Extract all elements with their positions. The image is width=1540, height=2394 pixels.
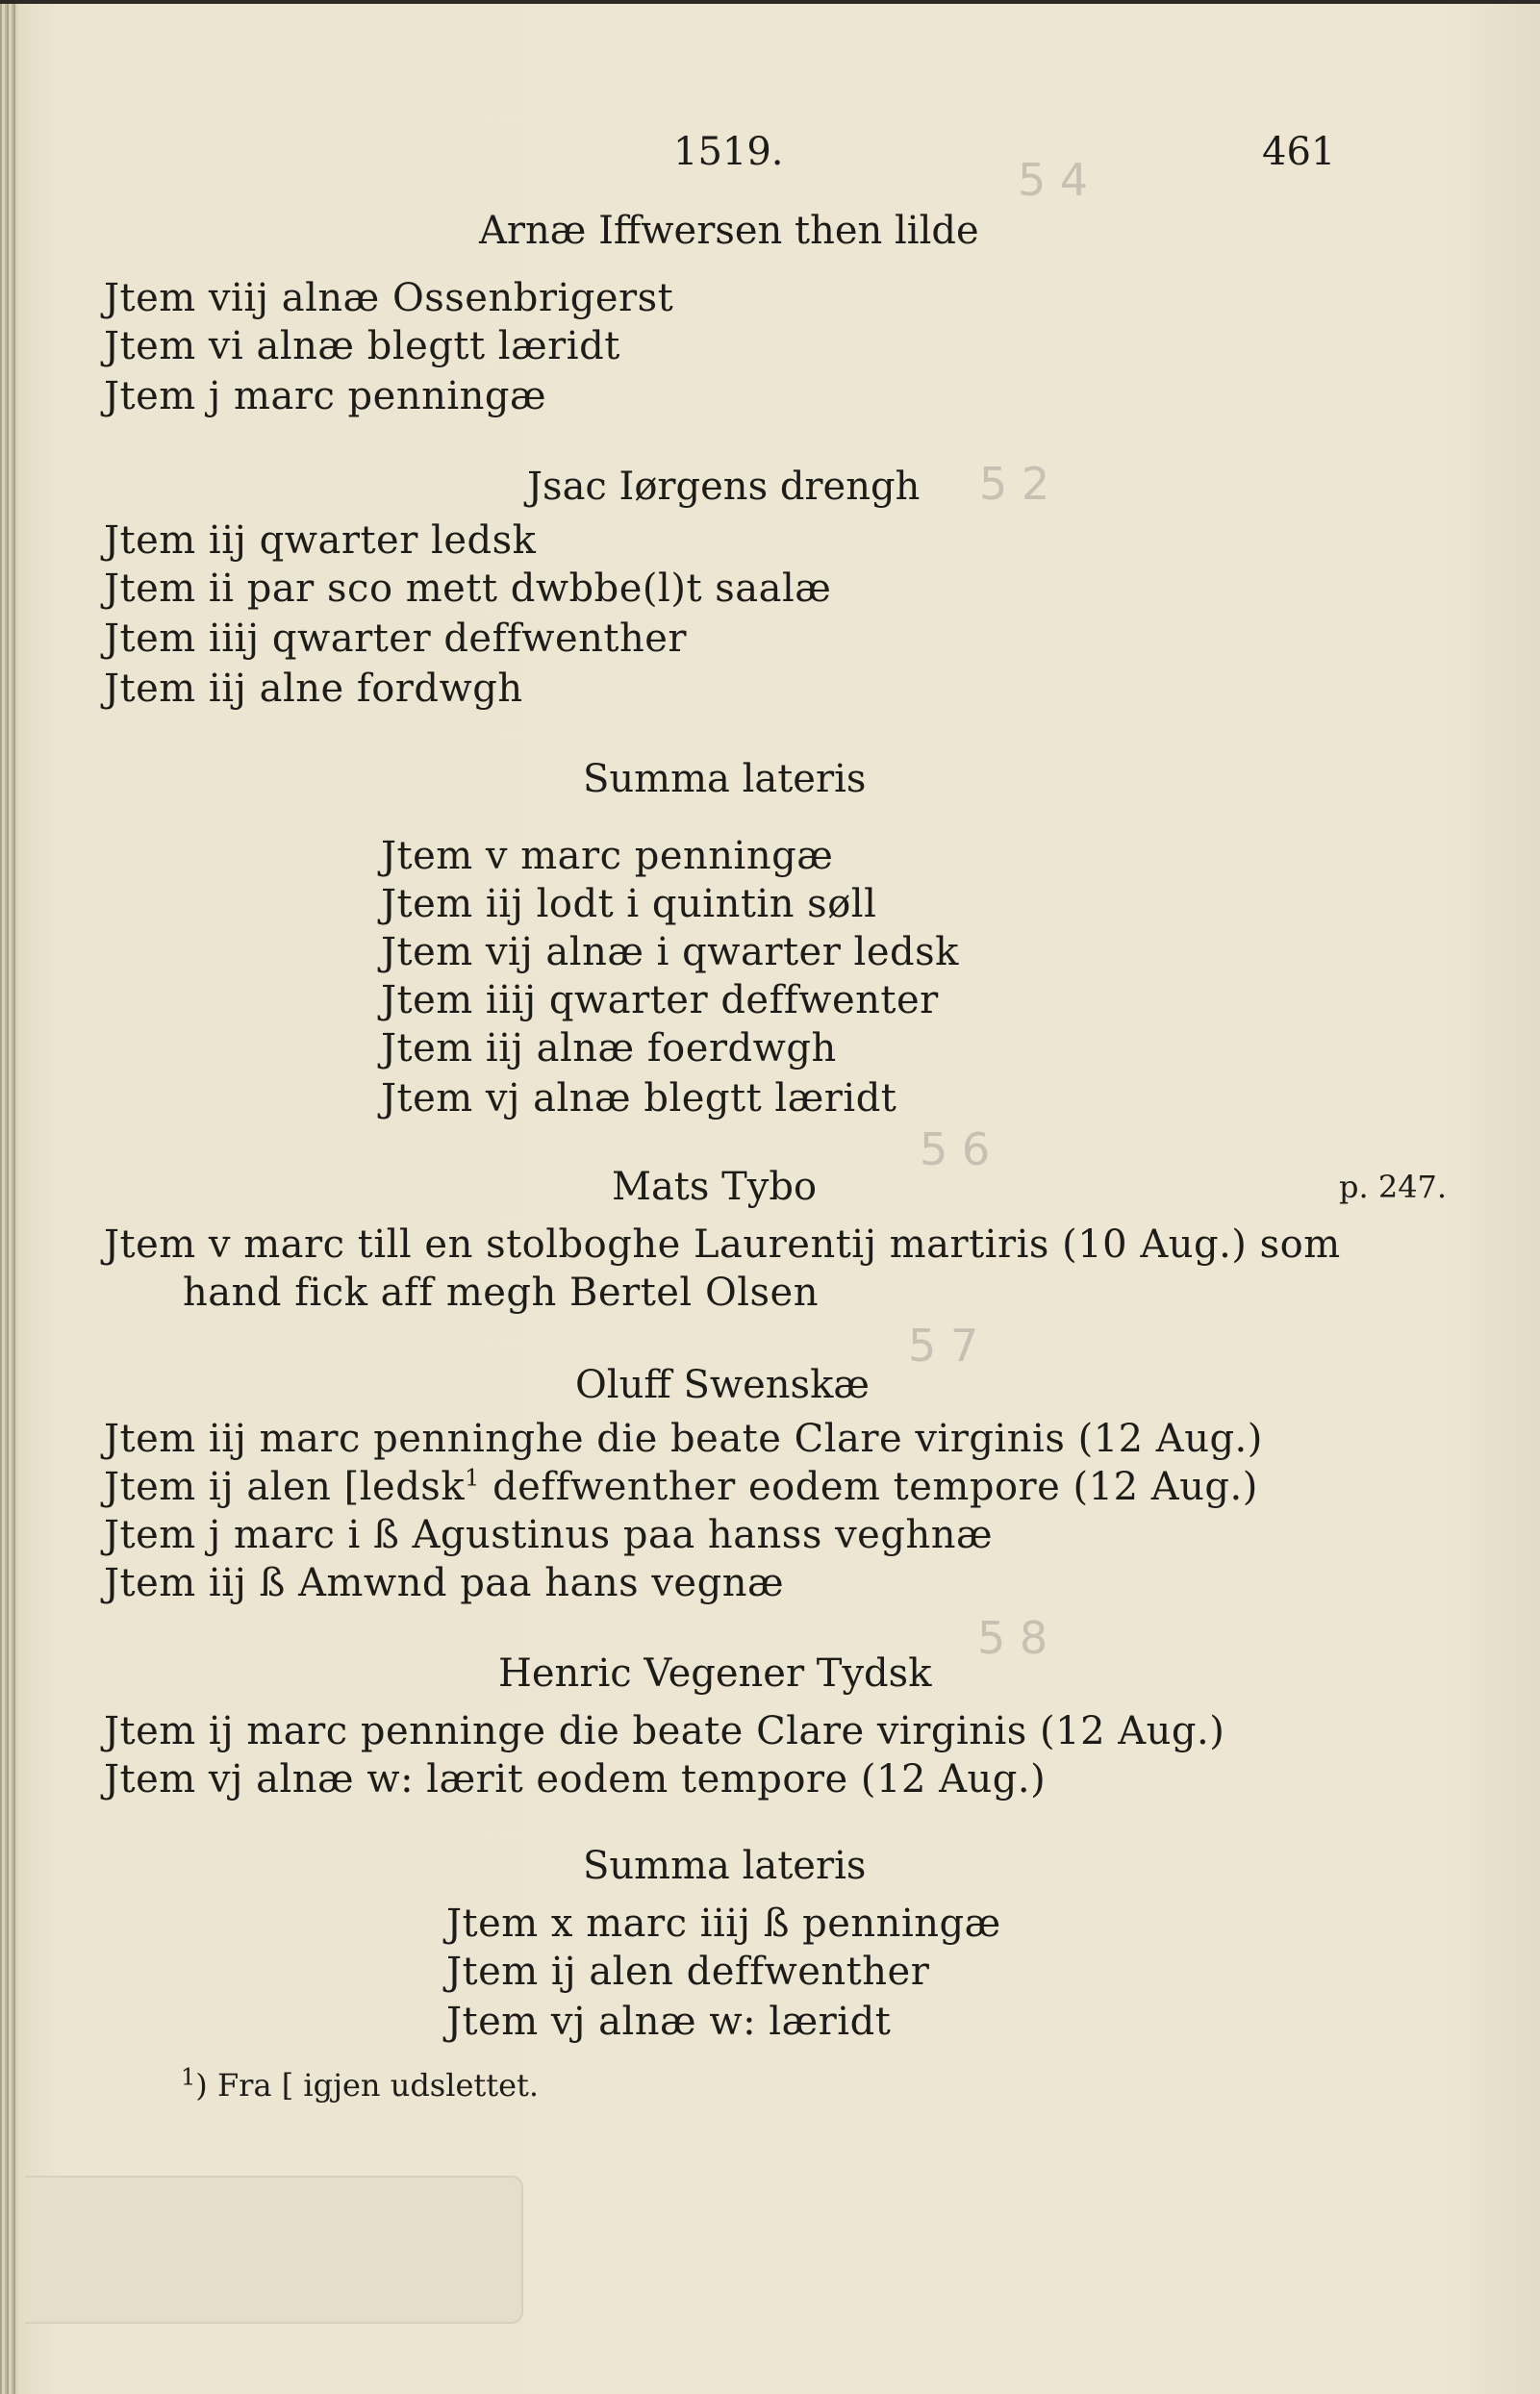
entry-line: Jtem iiij qwarter deffwenther	[104, 617, 688, 661]
entry-line: Jtem vj alnæ w: lærit eodem tempore (12 Aug.)	[104, 1757, 1047, 1802]
entry-line: Jtem x marc iiij ß penningæ	[446, 1902, 1001, 1946]
pencil-mark: 5 6	[920, 1123, 991, 1175]
section-heading: Mats Tybo	[612, 1165, 818, 1209]
section-heading: Summa lateris	[583, 757, 867, 801]
entry-line: Jtem v marc penningæ	[381, 834, 834, 878]
entry-line: Jtem vj alnæ w: læridt	[446, 2000, 892, 2044]
entry-line: Jtem j marc penningæ	[104, 374, 547, 418]
entry-line: Jtem vi alnæ blegtt læridt	[104, 324, 620, 368]
entry-line: Jtem vj alnæ blegtt læridt	[381, 1076, 897, 1121]
entry-line: Jtem iiij qwarter deffwenter	[381, 978, 939, 1022]
pencil-mark: 5 2	[979, 458, 1050, 510]
book-binding	[0, 0, 17, 2394]
pencil-mark: 5 4	[1018, 154, 1089, 206]
entry-line: Jtem iij qwarter ledsk	[104, 518, 537, 563]
entry-line: Jtem v marc till en stolboghe Laurentij martiris (10 Aug.) som	[104, 1222, 1341, 1267]
section-heading: Summa lateris	[583, 1844, 867, 1888]
entry-line-part: Jtem ij alen [ledsk	[104, 1465, 466, 1509]
section-heading: Oluff Swenskæ	[575, 1363, 870, 1407]
section-heading: Jsac Iørgens drengh	[527, 465, 921, 509]
entry-line: Jtem ij alen deffwenther	[446, 1950, 930, 1994]
entry-line: Jtem viij alnæ Ossenbrigerst	[104, 276, 674, 320]
footnote-text: ) Fra [ igjen udslettet.	[195, 2067, 540, 2104]
entry-line-part: deffwenther eodem tempore (12 Aug.)	[492, 1465, 1258, 1509]
entry-line: Jtem iij alnæ foerdwgh	[381, 1026, 837, 1071]
entry-line: Jtem ii par sco mett dwbbe(l)t saalæ	[104, 567, 832, 611]
footnote	[181, 2063, 540, 2104]
page-year: 1519.	[673, 130, 784, 174]
entry-line: Jtem iij ß Amwnd paa hans vegnæ	[104, 1561, 785, 1605]
entry-line: Jtem vij alnæ i qwarter ledsk	[381, 930, 959, 974]
pencil-mark: 5 8	[977, 1612, 1048, 1664]
page-tab-shadow	[25, 2176, 523, 2324]
entry-line: Jtem j marc i ß Agustinus paa hanss veghnæ	[104, 1513, 994, 1557]
section-heading: Henric Vegener Tydsk	[498, 1651, 932, 1696]
pencil-mark: 5 7	[908, 1320, 979, 1372]
entry-line: hand fick aff megh Bertel Olsen	[183, 1271, 819, 1315]
entry-line: Jtem ij marc penninge die beate Clare virginis (12 Aug.)	[104, 1709, 1225, 1753]
entry-line: Jtem iij lodt i quintin søll	[381, 882, 877, 926]
entry-line: Jtem iij marc penninghe die beate Clare virginis (12 Aug.)	[104, 1417, 1263, 1461]
footnote-number: 1	[181, 2063, 196, 2091]
entry-line	[104, 1464, 1258, 1510]
entry-line: Jtem iij alne fordwgh	[104, 667, 523, 711]
page-number: 461	[1262, 130, 1336, 174]
footnote-marker: 1	[465, 1464, 480, 1492]
margin-page-reference: p. 247.	[1339, 1169, 1448, 1205]
top-edge	[0, 0, 1540, 4]
section-heading: Arnæ Iffwersen then lilde	[479, 209, 979, 253]
